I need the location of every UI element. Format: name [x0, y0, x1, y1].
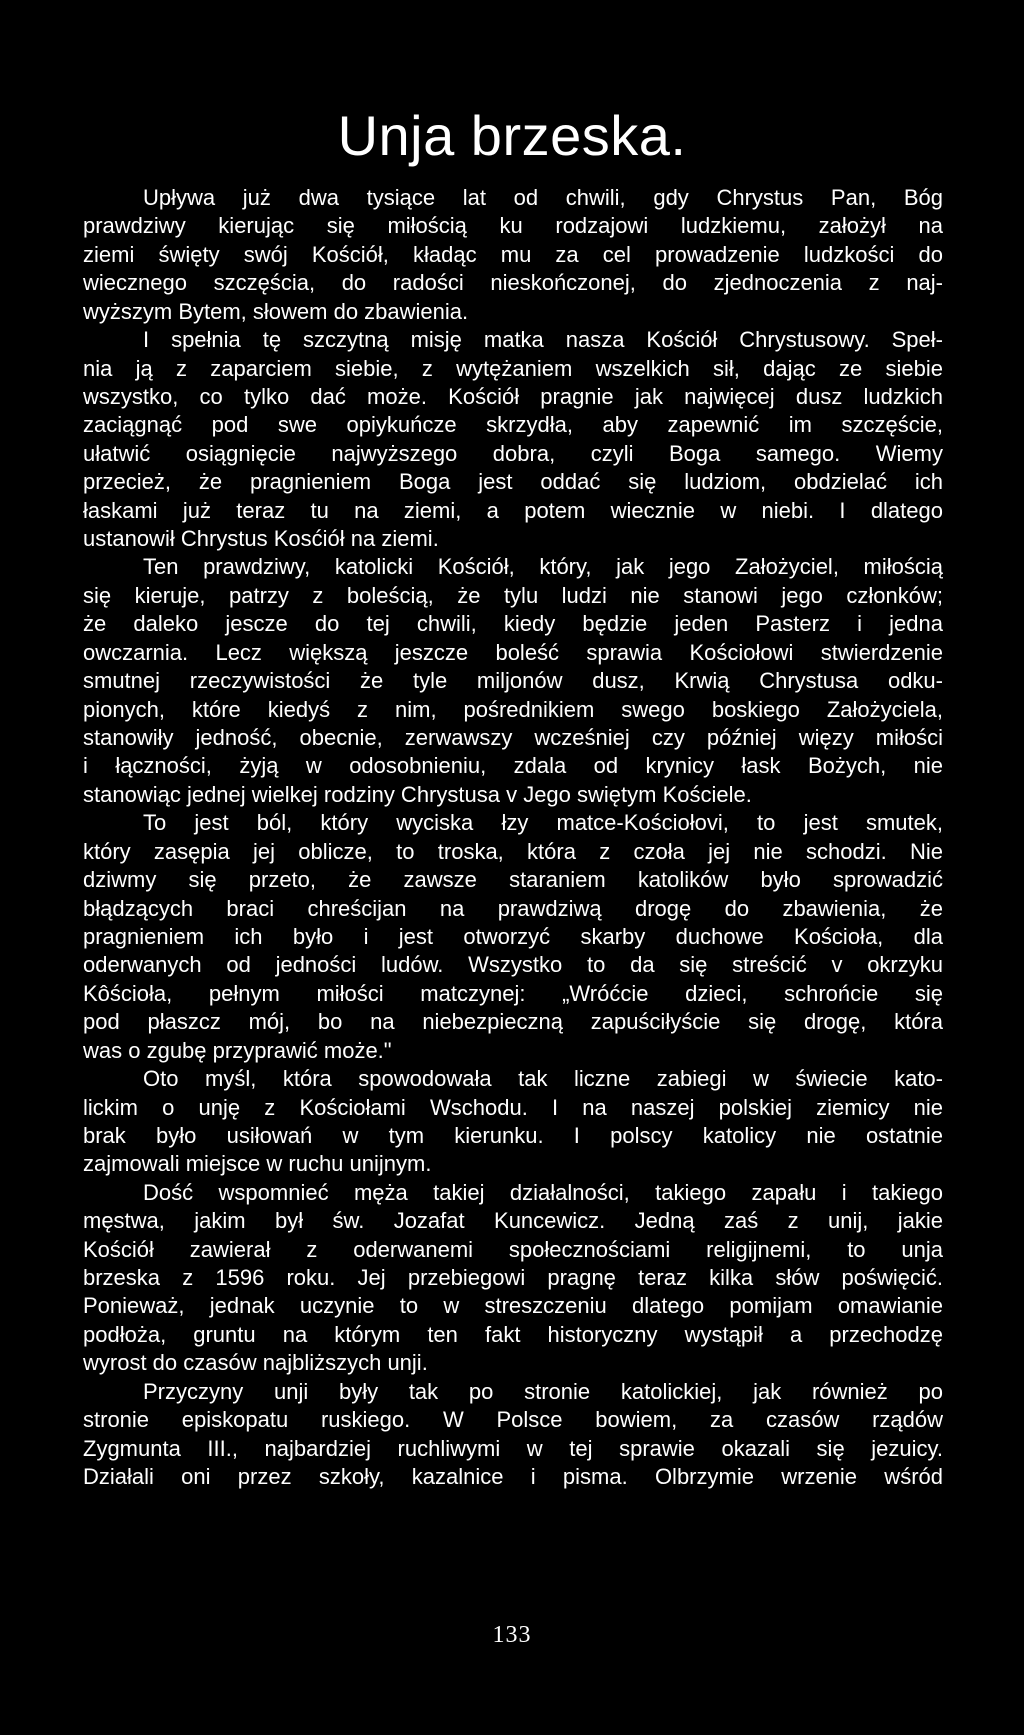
paragraph	[83, 1065, 943, 1179]
text-line: stronie episkopatu ruskiego. W Polsce bowiem, za czasów rządów	[83, 1407, 943, 1433]
text-line: błądzących braci chreścijan na prawdziwą drogę do zbawienia, że	[83, 895, 943, 921]
text-line: ustanowił Chrystus Kosćiół na ziemi.	[83, 526, 439, 552]
text-line: Zygmunta III., najbardziej ruchliwymi w tej sprawie okazali się jezuicy.	[83, 1435, 943, 1461]
text-line: który zasępia jej oblicze, to troska, która z czoła jej nie schodzi. Nie	[83, 838, 943, 864]
paragraph	[83, 326, 943, 553]
text-line: smutnej rzeczywistości że tyle miljonów dusz, Krwią Chrystusa odku-	[83, 668, 943, 694]
text-line: To jest ból, który wyciska łzy matce-Kościołovi, to jest smutek,	[143, 810, 943, 836]
paragraph	[83, 184, 943, 326]
text-line: brzeska z 1596 roku. Jej przebiegowi pragnę teraz kilka słów poświęcić.	[83, 1265, 943, 1291]
page-title: Unja brzeska.	[337, 104, 687, 167]
text-line: Kościół zawierał z oderwanemi społecznościami religijnemi, to unja	[83, 1236, 943, 1262]
text-line: i łączności, żyją w odosobnieniu, zdala od krynicy łask Bożych, nie	[83, 753, 943, 779]
text-line: wszystko, co tylko dać może. Kościół pragnie jak najwięcej dusz ludzkich	[83, 383, 943, 409]
text-line: Oto myśl, która spowodowała tak liczne zabiegi w świecie kato-	[143, 1066, 943, 1092]
text-line: Działali oni przez szkoły, kazalnice i pisma. Olbrzymie wrzenie wśród	[83, 1463, 943, 1489]
text-line: Dość wspomnieć męża takiej działalności, takiego zapału i takiego	[143, 1179, 943, 1205]
text-line: pod płaszcz mój, bo na niebezpieczną zapuściłyście się drogę, która	[83, 1009, 943, 1035]
text-line: pionych, które kiedyś z nim, pośrednikiem swego boskiego Założyciela,	[83, 696, 943, 722]
text-line: zaciągnąć pod swe opiykuńcze skrzydła, aby zapewnić im szczęście,	[83, 412, 943, 438]
paragraph	[83, 553, 943, 809]
text-line: oderwanych od jedności ludów. Wszystko to da się streścić v okrzyku	[83, 952, 943, 978]
text-line: zajmowali miejsce w ruchu unijnym.	[83, 1151, 432, 1177]
body-text	[83, 184, 943, 1491]
paragraph	[83, 1179, 943, 1378]
text-line: dziwmy się przeto, że zawsze staraniem katolików było sprowadzić	[83, 867, 943, 893]
text-line: łaskami już teraz tu na ziemi, a potem wiecznie w niebi. I dlatego	[83, 497, 943, 523]
text-line: że daleko jescze do tej chwili, kiedy będzie jeden Pasterz i jedna	[83, 611, 943, 637]
text-line: podłoża, gruntu na którym ten fakt historyczny wystąpił a przechodzę	[83, 1321, 943, 1347]
text-line: wiecznego szczęścia, do radości nieskończonej, do zjednoczenia z naj-	[83, 270, 943, 296]
text-line: was o zgubę przyprawić może."	[83, 1037, 392, 1063]
text-line: Upływa już dwa tysiące lat od chwili, gdy Chrystus Pan, Bóg	[143, 185, 943, 210]
text-line: lickim o unję z Kościołami Wschodu. I na naszej polskiej ziemicy nie	[83, 1094, 943, 1120]
text-line: wyrost do czasów najbliższych unji.	[83, 1350, 428, 1376]
text-line: Ten prawdziwy, katolicki Kościół, który, jak jego Założyciel, miłością	[143, 554, 943, 580]
text-line: Przyczyny unji były tak po stronie katolickiej, jak również po	[143, 1378, 943, 1404]
text-line: owczarnia. Lecz większą jeszcze boleść sprawia Kościołowi stwierdzenie	[83, 639, 943, 665]
text-line: Ponieważ, jednak uczynie to w streszczeniu dlatego pomijam omawianie	[83, 1293, 943, 1319]
text-line: się kieruje, patrzy z boleścią, że tylu ludzi nie stanowi jego członków;	[83, 582, 943, 608]
page-number: 133	[492, 1622, 532, 1648]
text-line: pragnieniem ich było i jest otworzyć skarby duchowe Kościoła, dla	[83, 923, 943, 949]
text-line: Kôścioła, pełnym miłości matczynej: „Wróćcie dzieci, schrońcie się	[83, 980, 943, 1006]
text-line: stanowiły jedność, obecnie, zerwawszy wcześniej czy później więzy miłości	[83, 725, 943, 751]
text-line: przecież, że pragnieniem Boga jest oddać się ludziom, obdzielać ich	[83, 469, 943, 495]
paragraph	[83, 1378, 943, 1492]
text-line: nia ją z zaparciem siebie, z wytężaniem wszelkich sił, dając ze siebie	[83, 355, 943, 381]
text-line: ziemi święty swój Kościół, kładąc mu za cel prowadzenie ludzkości do	[83, 241, 943, 267]
text-line: ułatwić osiągnięcie najwyższego dobra, czyli Boga samego. Wiemy	[83, 440, 943, 466]
text-line: wyższym Bytem, słowem do zbawienia.	[83, 298, 469, 324]
paragraph	[83, 809, 943, 1065]
text-line: brak było usiłowań w tym kierunku. I polscy katolicy nie ostatnie	[83, 1122, 943, 1148]
text-line: męstwa, jakim był św. Jozafat Kuncewicz. Jedną zaś z unij, jakie	[83, 1208, 943, 1234]
text-line: prawdziwy kierując się miłością ku rodzajowi ludzkiemu, założył na	[83, 213, 943, 239]
text-line: I spełnia tę szczytną misję matka nasza Kościół Chrystusowy. Speł-	[143, 327, 943, 353]
text-line: stanowiąc jednej wielkej rodziny Chrystusa v Jego swiętym Kościele.	[83, 781, 752, 807]
